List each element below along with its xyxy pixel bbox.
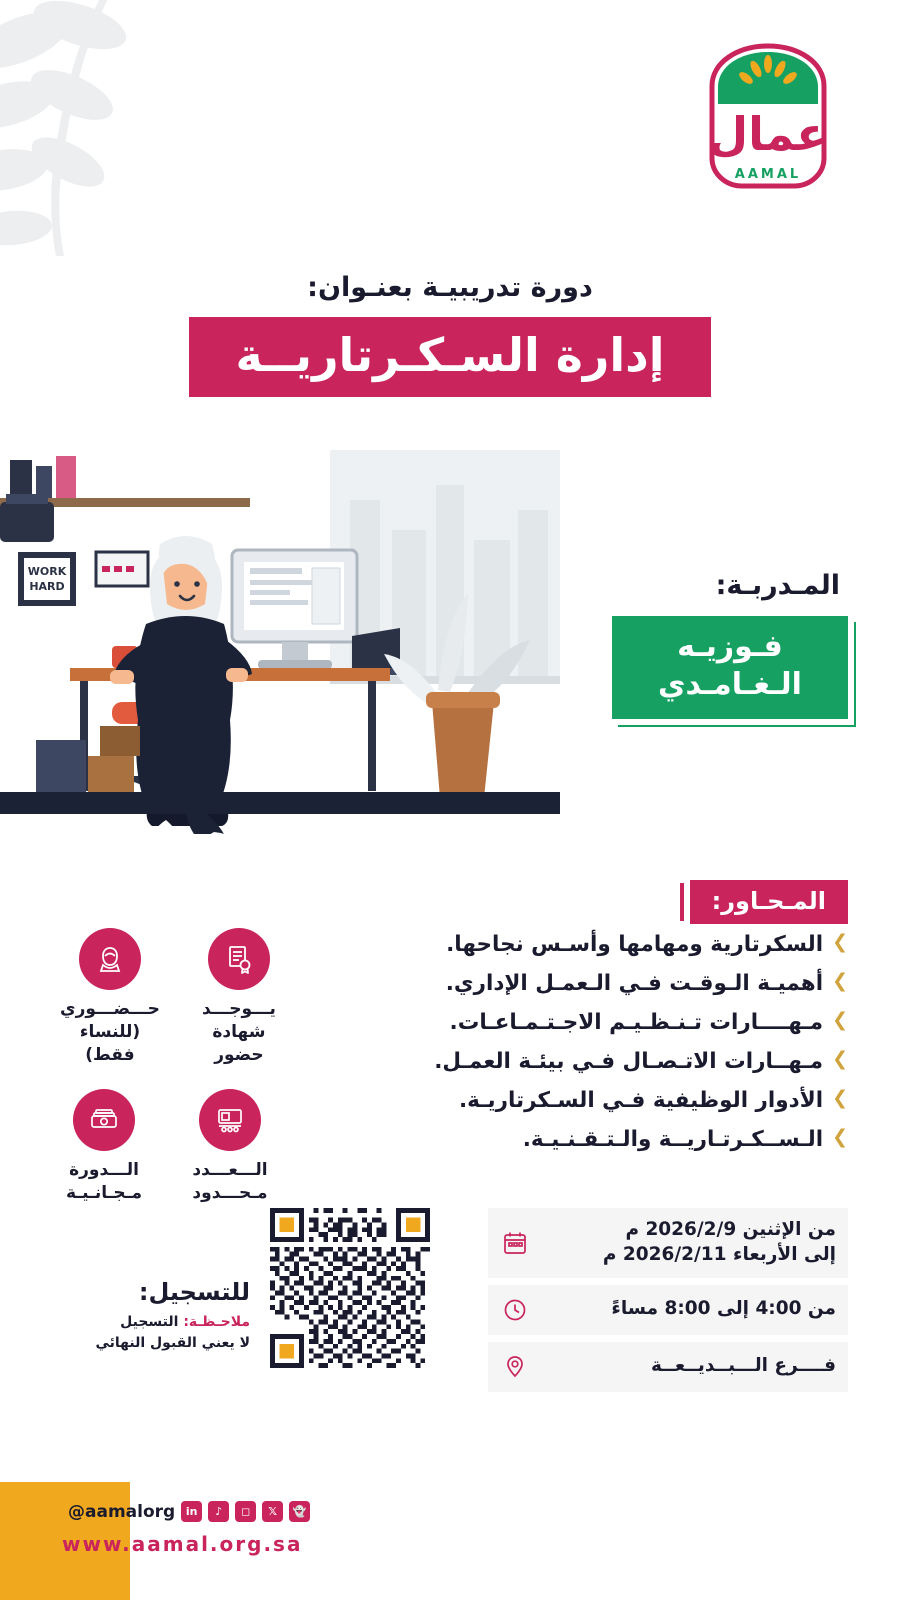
info-date-line2: إلى الأربعاء 2026/2/11 م [602,1243,836,1265]
page-title: إدارة السـكـرتاريــة [189,317,710,397]
feature-caption-line1: الـــعـــدد [192,1159,268,1180]
feature-certificate [198,928,280,1067]
logo-text: AAMAL [734,167,802,182]
axes-item-label: أهميـة الـوقـت فـي الـعمـل الإداري. [445,971,824,997]
office-woman-illustration [0,440,560,890]
info-time-text: من 4:00 إلى 8:00 مساءً [611,1298,836,1320]
axes-item [418,969,848,998]
info-row-location [488,1342,848,1392]
chevron-right-icon: ❯ [832,931,848,953]
certificate-icon [208,928,270,990]
location-icon [500,1354,530,1380]
feature-caption-line1: الـــدورة [69,1159,139,1180]
free-money-icon [73,1089,135,1151]
website-url[interactable]: www.aamal.org.sa [62,1532,303,1556]
chevron-right-icon: ❯ [832,1126,848,1149]
trainer-name [612,616,848,719]
info-row-time [488,1285,848,1335]
trainer-label: المـدربـة: [715,570,840,601]
registration-note-rest: التسجيل [120,1314,184,1330]
woman-attendance-icon [79,928,141,990]
axes-item-label: الـســكـرتـاريــة والـتـقـنـيـة. [522,1127,824,1153]
poster-text-line1: WORK [27,565,67,578]
chevron-right-icon: ❯ [832,1048,848,1071]
chevron-right-icon: ❯ [832,970,848,993]
axes-item [418,1125,848,1154]
aamal-logo [698,42,838,192]
social-links [62,1501,310,1522]
clock-icon [500,1297,530,1323]
trainer-name-line2: الـغـامـدي [658,666,802,702]
snapchat-icon[interactable]: 👻 [289,1501,310,1522]
feature-caption-line2: شهادة حضور [212,1021,266,1065]
feature-caption-line2: مـحـــدود [192,1182,268,1203]
axes-item [418,1047,848,1076]
registration-note-bold: ملاحـظـة: [183,1314,250,1330]
feature-free-course [60,1089,148,1205]
feature-limited-seats [186,1089,274,1205]
svg-text:عمال: عمال [708,107,828,161]
limited-seats-icon [199,1089,261,1151]
info-row-date [488,1208,848,1278]
feature-caption-line2: مـجـانـيـة [65,1182,143,1203]
feature-caption-line1: حـــضـــوري [60,999,160,1019]
course-kicker: دورة تدريبيـة بعنـوان: [307,272,593,303]
axes-item [418,1008,848,1037]
poster-text-line2: HARD [29,580,65,593]
registration-note [70,1312,250,1354]
registration-label: للتسجيل: [138,1278,250,1306]
calendar-icon [500,1230,530,1256]
axes-item-label: السكرتارية ومهامها وأسـس نجاحها. [446,932,824,957]
features-grid [60,928,400,1227]
instagram-icon[interactable]: ◻ [235,1501,256,1522]
axes-heading: المـحـاور: [690,880,848,924]
info-date-line1: من الإثنين 2026/2/9 م [625,1219,836,1240]
title-area [0,272,900,397]
axes-item-label: الأدوار الوظيفية فـي السـكرتاريـة. [458,1088,824,1114]
axes-list [418,930,848,1164]
axes-item [418,1086,848,1115]
linkedin-icon[interactable]: in [181,1501,202,1522]
registration-qr-code[interactable] [270,1208,430,1368]
feature-caption-line1: يـــوجـــد [201,999,276,1019]
feature-attendance [60,928,160,1067]
info-location-text: فــــرع الـــبــديــعــة [650,1355,836,1377]
chevron-right-icon: ❯ [832,1009,848,1032]
info-list [488,1208,848,1399]
trainer-name-line1: فـوزيـه [677,629,783,664]
tiktok-icon[interactable]: ♪ [208,1501,229,1522]
axes-item-label: مـهــــارات تـنـظـيـم الاجـتـمـاعـات. [449,1010,824,1036]
chevron-right-icon: ❯ [832,1087,848,1110]
axes-item [418,930,848,959]
social-handle: @aamalorg [68,1501,176,1522]
axes-item-label: مـهــارات الاتـصـال فـي بيئـة العمـل. [434,1049,824,1075]
registration-note-line2: لا يعني القبول النهائي [95,1335,250,1351]
feature-caption-line2: (للنساء فقط) [79,1021,141,1065]
x-icon[interactable]: 𝕏 [262,1501,283,1522]
leaf-decoration [0,0,290,270]
